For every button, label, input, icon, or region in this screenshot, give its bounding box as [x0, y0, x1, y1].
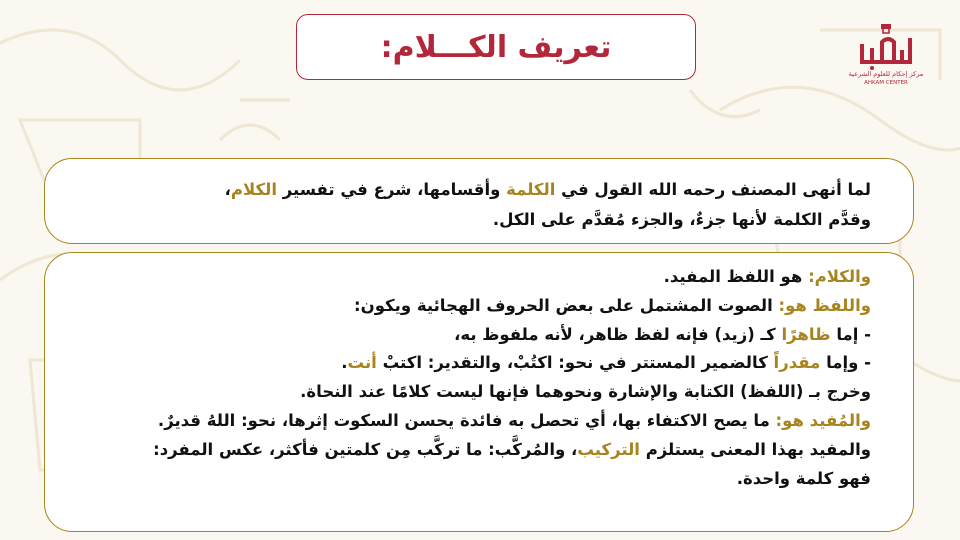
lafz-exclusion: وخرج بـ (اللفظ) الكتابة والإشارة ونحوهما فإنها ليست كلامًا عند النحاة.: [300, 382, 871, 402]
lafz-explicit: - إما ظاهرًا كـ (زيد) فإنه لفظ ظاهر، لأنه ملفوظ به،: [454, 324, 871, 344]
logo-tagline: مركز إحكام للعلوم الشرعية: [848, 70, 924, 78]
slide-title: تعريف الكـــلام:: [380, 29, 612, 65]
mufrad-note: فهو كلمة واحدة.: [736, 468, 871, 488]
mufid-tarkib: والمفيد بهذا المعنى يستلزم التركيب، والمُركَّب: ما تركَّب مِن كلمتين فأكثر، عكس المفرد:: [153, 439, 871, 459]
definitions-panel: [44, 252, 914, 532]
lafz-implied: - وإما مقدراً كالضمير المستتر في نحو: اكتُبْ، والتقدير: اكتبْ أنت.: [341, 353, 871, 373]
intro-line-1: لما أنهى المصنف رحمه الله القول في الكلمة وأقسامها، شرع في تفسير الكلام،: [224, 180, 871, 199]
logo-subtitle: AHKAM CENTER: [864, 80, 908, 86]
intro-line-2: وقدَّم الكلمة لأنها جزءٌ، والجزء مُقدَّم على الكل.: [492, 210, 871, 229]
definition-kalam: والكلام: هو اللفظ المفيد.: [663, 267, 871, 286]
logo: [846, 24, 926, 104]
intro-panel: [44, 158, 914, 244]
definition-lafz: واللفظ هو: الصوت المشتمل على بعض الحروف الهجائية ويكون:: [354, 295, 871, 315]
definition-mufid: والمُفيد هو: ما يصح الاكتفاء بها، أي تحصل به فائدة يحسن السكوت إثرها، نحو: اللهُ قديرٌ.: [157, 410, 871, 430]
logo-mark-icon: [854, 24, 918, 70]
title-box: [296, 14, 696, 80]
